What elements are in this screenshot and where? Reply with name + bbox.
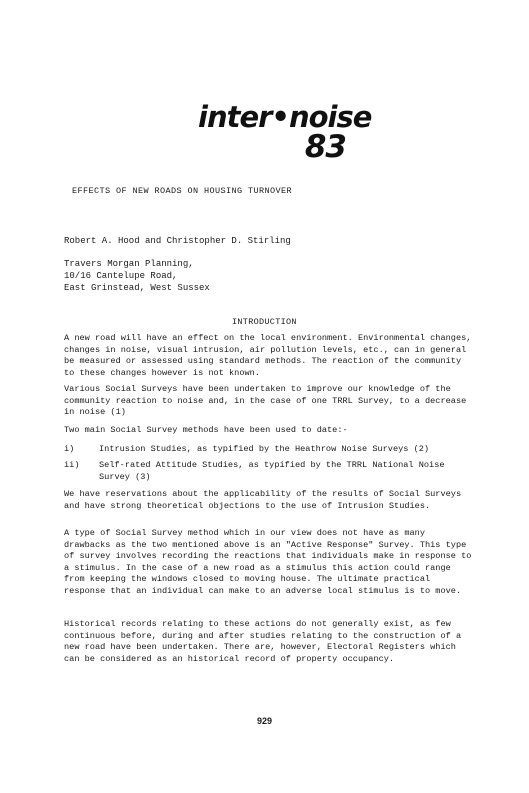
affiliation-line: Travers Morgan Planning, — [64, 259, 194, 269]
list-item-number: ii) — [64, 460, 80, 470]
paragraph-text: Two main Social Survey methods have been used to date:- — [64, 425, 348, 435]
logo-wordmark: inter•noise — [198, 100, 372, 134]
affiliation-line: East Grinstead, West Sussex — [64, 283, 210, 293]
body-paragraph — [64, 333, 476, 379]
list-item-text: Intrusion Studies, as typified by the Heathrow Noise Surveys (2) — [99, 444, 430, 454]
paper-title: EFFECTS OF NEW ROADS ON HOUSING TURNOVER — [72, 186, 293, 196]
paragraph-text: We have reservations about the applicability of the results of Social Surveys and have strong theoretical objections to the use of Intrusion Studies. — [64, 489, 462, 511]
list-item-number: i) — [64, 444, 75, 454]
paragraph-text: Various Social Surveys have been undertaken to improve our knowledge of the community reaction to noise and, in the case of one TRRL Survey, to a decrease in noise (1) — [64, 384, 467, 417]
paper-authors: Robert A. Hood and Christopher D. Stirling — [64, 236, 291, 246]
section-heading: INTRODUCTION — [232, 317, 297, 327]
page-number: 929 — [256, 716, 273, 726]
paragraph-text: A type of Social Survey method which in our view does not have as many drawbacks as the two mentioned above is an "Active Response" Survey. This type of survey involves recording the reactions that individuals make in response to a stimulus. In the case of a new road as a stimulus this action could range from keeping the windows closed to moving house. The ultimate practical response that an individual can make to an adverse local stimulus is to move. — [64, 528, 472, 596]
body-paragraph — [64, 528, 476, 597]
list-item-text: Self-rated Attitude Studies, as typified by the TRRL National Noise Survey (3) — [99, 460, 445, 482]
paragraph-text: Historical records relating to these actions do not generally exist, as few continuous before, during and after studies relating to the construction of a new road have been undertaken. There are, however, Electoral Registers which can be considered as an historical record of property occupancy. — [64, 619, 462, 664]
affiliation-line: 10/16 Cantelupe Road, — [64, 271, 178, 281]
conference-logo — [198, 100, 372, 165]
body-paragraph — [64, 489, 476, 512]
body-paragraph — [64, 425, 476, 437]
author-affiliation — [64, 258, 210, 294]
body-paragraph — [64, 384, 476, 419]
paragraph-text: A new road will have an effect on the local environment. Environmental changes, changes in noise, visual intrusion, air pollution levels, etc., can in general be measured or assessed using standard methods. The reaction of the community to these changes however is not known. — [64, 333, 472, 378]
logo-year: 83 — [304, 129, 346, 165]
body-paragraph — [64, 619, 476, 665]
